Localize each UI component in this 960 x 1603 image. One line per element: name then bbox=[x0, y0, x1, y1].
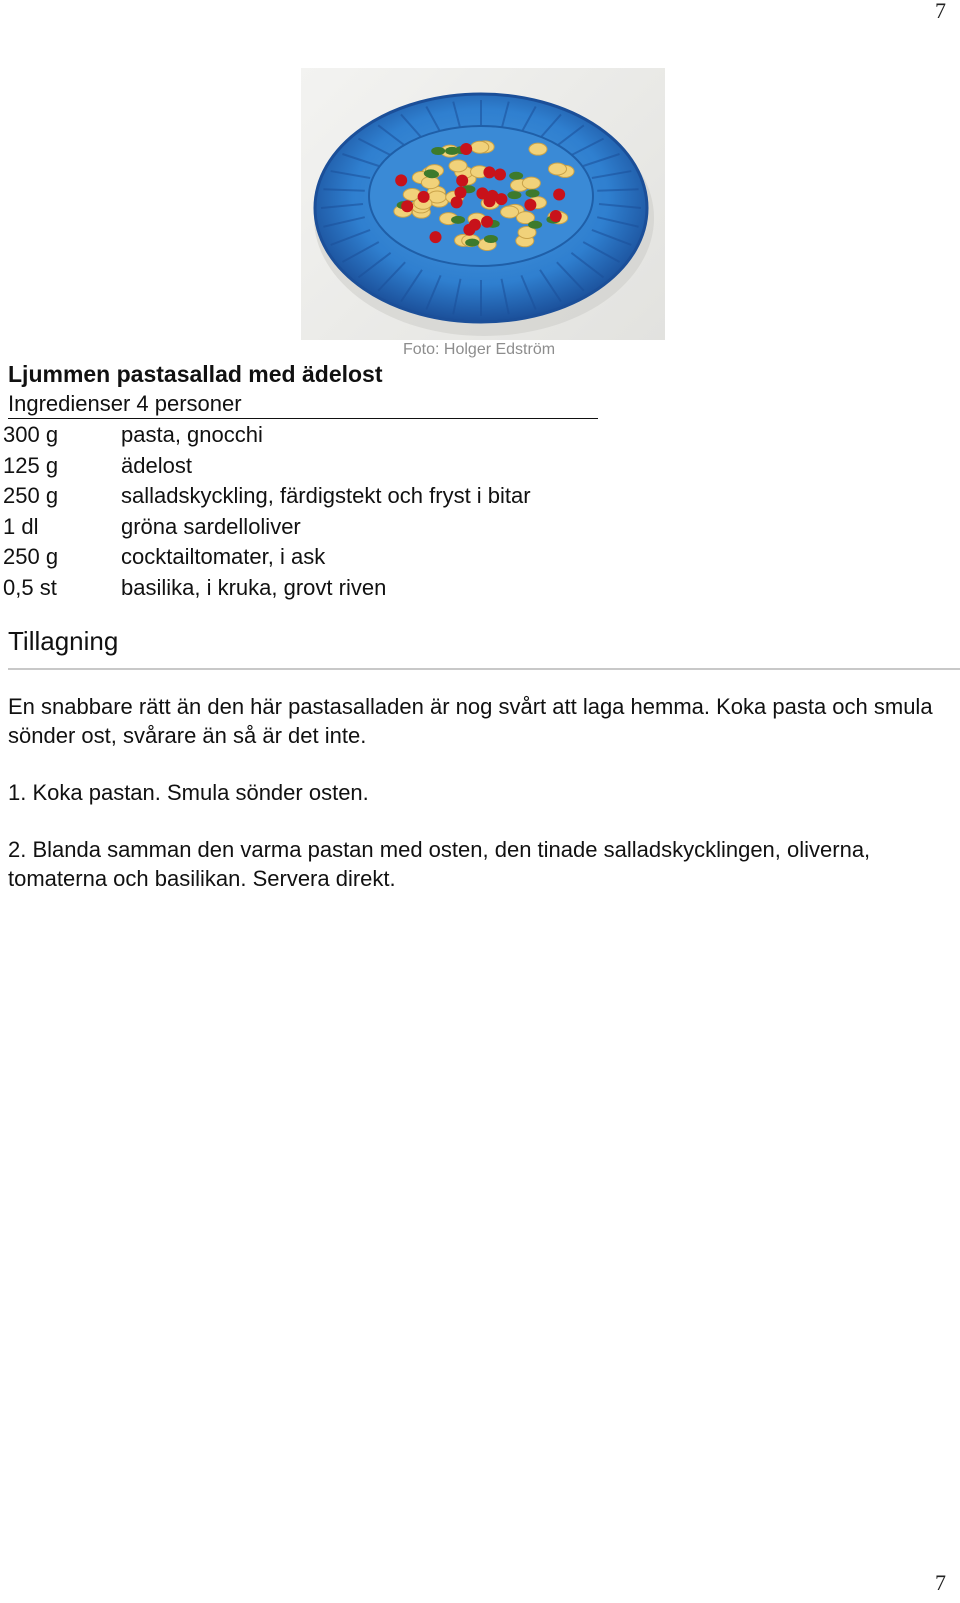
preparation-step: 1. Koka pastan. Smula sönder osten. bbox=[8, 780, 369, 805]
recipe-photo bbox=[301, 68, 665, 340]
photo-credit: Foto: Holger Edström bbox=[403, 341, 556, 358]
ingredient-quantity: 0,5 st bbox=[3, 574, 57, 600]
page-number-bottom: 7 bbox=[935, 1570, 946, 1595]
preparation-heading: Tillagning bbox=[8, 626, 119, 656]
ingredient-quantity: 1 dl bbox=[3, 513, 39, 539]
ingredient-name: cocktailtomater, i ask bbox=[121, 544, 326, 569]
ingredient-quantity: 125 g bbox=[3, 452, 59, 478]
ingredient-name: gröna sardelloliver bbox=[121, 513, 301, 539]
recipe-title: Ljummen pastasallad med ädelost bbox=[8, 361, 383, 387]
preparation-text bbox=[8, 692, 953, 921]
ingredient-quantity: 250 g bbox=[3, 483, 59, 508]
ingredient-row bbox=[3, 573, 531, 604]
ingredient-row bbox=[3, 481, 531, 512]
preparation-step: 2. Blanda samman den varma pastan med osten, den tinade salladskycklingen, oliverna, tomaterna och basilikan. Servera direkt. bbox=[8, 837, 871, 891]
ingredient-list bbox=[3, 420, 531, 603]
ingredient-name: basilika, i kruka, grovt riven bbox=[121, 574, 387, 600]
section-divider bbox=[8, 668, 960, 670]
ingredient-name: pasta, gnocchi bbox=[121, 422, 263, 447]
ingredient-row bbox=[3, 542, 531, 573]
pasta-plate-illustration bbox=[301, 68, 665, 340]
ingredients-header: Ingredienser 4 personer bbox=[8, 390, 598, 419]
ingredient-quantity: 300 g bbox=[3, 422, 59, 447]
ingredient-name: salladskyckling, färdigstekt och fryst i bitar bbox=[121, 483, 531, 508]
page-number-top: 7 bbox=[935, 0, 946, 23]
ingredient-row bbox=[3, 420, 531, 451]
preparation-intro: En snabbare rätt än den här pastasalladen är nog svårt att laga hemma. Koka pasta och smula sönder ost, svårare än så är det inte. bbox=[8, 694, 933, 748]
ingredient-row bbox=[3, 451, 531, 482]
ingredient-quantity: 250 g bbox=[3, 544, 59, 569]
ingredient-name: ädelost bbox=[121, 452, 192, 478]
ingredient-row bbox=[3, 512, 531, 543]
